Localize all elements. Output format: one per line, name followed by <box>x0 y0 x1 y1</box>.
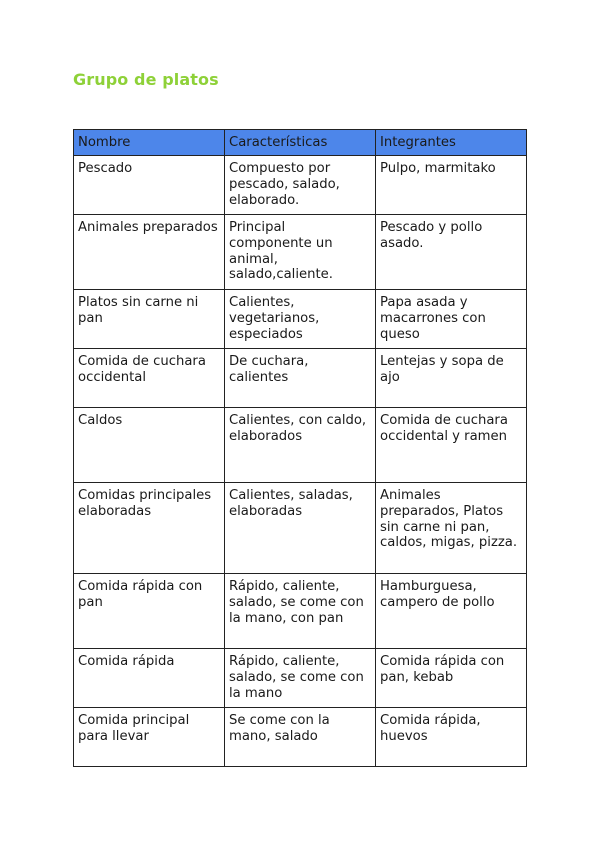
cell-integrantes: Lentejas y sopa de ajo <box>376 349 527 408</box>
cell-caracteristicas: Calientes, vegetarianos, especiados <box>225 290 376 349</box>
cell-caracteristicas: Calientes, con caldo, elaborados <box>225 408 376 483</box>
cell-integrantes: Comida rápida, huevos <box>376 708 527 767</box>
table-row <box>74 215 527 290</box>
cell-caracteristicas: Rápido, caliente, salado, se come con la mano <box>225 649 376 708</box>
dishes-table <box>73 129 527 767</box>
cell-integrantes: Comida de cuchara occidental y ramen <box>376 408 527 483</box>
table-row <box>74 408 527 483</box>
table-row <box>74 708 527 767</box>
cell-integrantes: Comida rápida con pan, kebab <box>376 649 527 708</box>
cell-integrantes: Papa asada y macarrones con queso <box>376 290 527 349</box>
cell-nombre: Platos sin carne ni pan <box>74 290 225 349</box>
table-row <box>74 290 527 349</box>
cell-nombre: Comida principal para llevar <box>74 708 225 767</box>
cell-integrantes: Hamburguesa, campero de pollo <box>376 574 527 649</box>
table-row <box>74 649 527 708</box>
cell-caracteristicas: Principal componente un animal, salado,caliente. <box>225 215 376 290</box>
cell-nombre: Animales preparados <box>74 215 225 290</box>
cell-caracteristicas: Rápido, caliente, salado, se come con la mano, con pan <box>225 574 376 649</box>
cell-nombre: Comida rápida <box>74 649 225 708</box>
header-integrantes: Integrantes <box>376 130 527 156</box>
table-row <box>74 483 527 574</box>
cell-nombre: Comida rápida con pan <box>74 574 225 649</box>
table-row <box>74 349 527 408</box>
page-title: Grupo de platos <box>73 70 219 89</box>
table-header-row <box>74 130 527 156</box>
cell-integrantes: Pulpo, marmitako <box>376 156 527 215</box>
cell-integrantes: Pescado y pollo asado. <box>376 215 527 290</box>
cell-caracteristicas: Compuesto por pescado, salado, elaborado. <box>225 156 376 215</box>
table-row <box>74 156 527 215</box>
header-caracteristicas: Características <box>225 130 376 156</box>
cell-caracteristicas: De cuchara, calientes <box>225 349 376 408</box>
cell-nombre: Pescado <box>74 156 225 215</box>
table-row <box>74 574 527 649</box>
cell-nombre: Comida de cuchara occidental <box>74 349 225 408</box>
header-nombre: Nombre <box>74 130 225 156</box>
cell-nombre: Comidas principales elaboradas <box>74 483 225 574</box>
cell-integrantes: Animales preparados, Platos sin carne ni pan, caldos, migas, pizza. <box>376 483 527 574</box>
cell-caracteristicas: Se come con la mano, salado <box>225 708 376 767</box>
cell-caracteristicas: Calientes, saladas, elaboradas <box>225 483 376 574</box>
cell-nombre: Caldos <box>74 408 225 483</box>
